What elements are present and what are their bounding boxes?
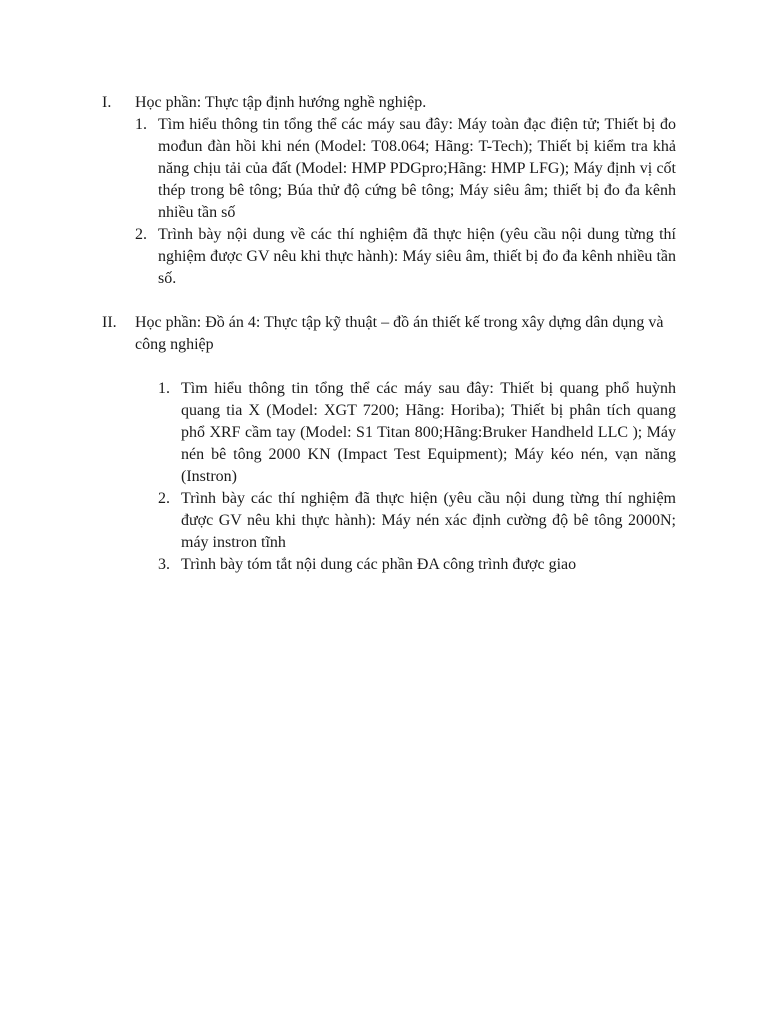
section-marker: II. (102, 314, 117, 331)
section-spacer (0, 290, 768, 312)
list-item (158, 554, 676, 576)
item-number: 2. (135, 226, 147, 243)
section-heading: Học phần: Thực tập định hướng nghề nghiệp. (135, 94, 427, 111)
list-item (135, 114, 676, 224)
list-item (158, 488, 676, 554)
item-text: Trình bày tóm tắt nội dung các phần ĐA công trình được giao (181, 556, 577, 573)
item-list (0, 114, 768, 290)
item-number: 3. (158, 556, 170, 573)
item-number: 1. (158, 380, 170, 397)
section-2 (0, 312, 768, 576)
item-number: 2. (158, 490, 170, 507)
list-item (135, 224, 676, 290)
item-text: Tìm hiểu thông tin tổng thể các máy sau đây: Thiết bị quang phổ huỳnh quang tia X (Model: XGT 7200; Hãng: Horiba); Thiết bị phân tích quang phổ XRF cầm tay (Model: S1 Titan 800;Hãng:Bruker Handheld LLC ); Máy nén bê tông 2000 KN (Impact Test Equipment); Máy kéo nén, vạn năng (Instron) (181, 380, 676, 485)
section-1 (0, 92, 768, 290)
item-text: Tìm hiểu thông tin tổng thể các máy sau đây: Máy toàn đạc điện tử; Thiết bị đo mođun đàn hồi khi nén (Model: T08.064; Hãng: T-Tech); Thiết bị kiểm tra khả năng chịu tải của đất (Model: HMP PDGpro;Hãng: HMP LFG); Máy định vị cốt thép trong bê tông; Búa thử độ cứng bê tông; Máy siêu âm; thiết bị đo đa kênh nhiều tần số (158, 116, 676, 221)
section-marker: I. (102, 94, 112, 111)
item-list (0, 378, 768, 576)
item-text: Trình bày nội dung về các thí nghiệm đã thực hiện (yêu cầu nội dung từng thí nghiệm được GV nêu khi thực hành): Máy siêu âm, thiết bị đo đa kênh nhiều tần số. (158, 226, 676, 287)
item-text: Trình bày các thí nghiệm đã thực hiện (yêu cầu nội dung từng thí nghiệm được GV nêu khi thực hành): Máy nén xác định cường độ bê tông 2000N; máy instron tĩnh (181, 490, 676, 551)
section-heading: Học phần: Đồ án 4: Thực tập kỹ thuật – đồ án thiết kế trong xây dựng dân dụng và công nghiệp (135, 314, 664, 353)
document-page (0, 92, 768, 576)
list-item (158, 378, 676, 488)
item-number: 1. (135, 116, 147, 133)
